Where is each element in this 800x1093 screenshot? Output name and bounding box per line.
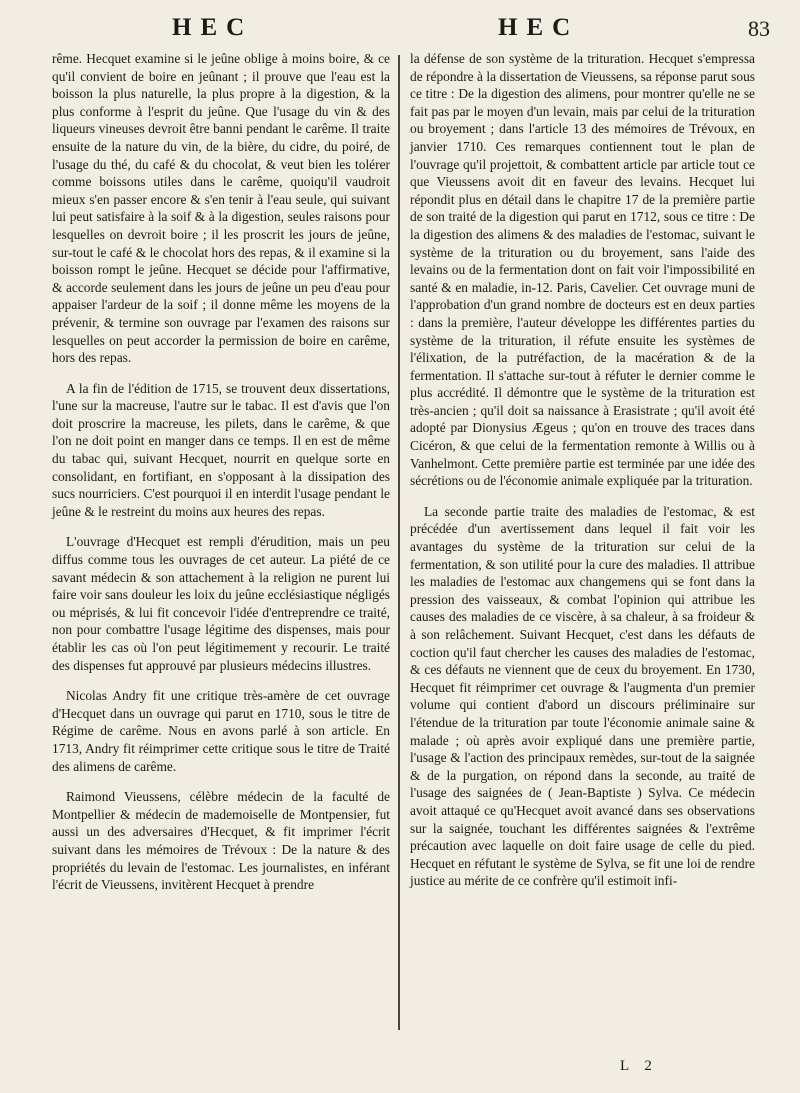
left-paragraph-1: rême. Hecquet examine si le jeûne oblige à moins boire, & ce qu'il convient de boire en jeûnant ; il prouve que l'eau est la boisson la plus naturelle, la plus propre à la digestion, & la plus conforme à l'esprit du jeûne. Que l'usage du vin & des liqueurs vineuses devroit être banni pendant le carême. Il traite ensuite de la nature du vin, de la bière, du cidre, du poiré, de l'usage du thé, du café & du chocolat, & veut bien les tolérer comme boissons utiles dans le carême, quoiqu'il vaudroit mieux s'en passer encore & s'en tenir à l'eau seule, qui suivant lui peut satisfaire à la soif & à la digestion, seules raisons pour lesquelles on devroit boire ; il les proscrit les jours de jeûne, sur-tout le café & le chocolat hors des repas, & il examine si la boisson rompt le jeûne. Hecquet se décide pour l'affirmative, & accorde seulement dans les jours de jeûne un peu d'eau pour appaiser l'ardeur de la soif ; il donne même les moyens de la prévenir, & termine son ouvrage par l'examen des raisons sur lesquelles on peut accorder la permission de boire en carême, hors des repas.	[52, 51, 390, 366]
left-column	[52, 50, 390, 907]
left-paragraph-3: L'ouvrage d'Hecquet est rempli d'érudition, mais un peu diffus comme tous les ouvrages de cet auteur. La piété de ce savant médecin & son attachement à la religion ne purent lui faire voir sans douleur les loix du jeûne ecclésiastique négligés ou méprisés, & lui fit concevoir l'idée d'entreprendre ce traité, non pour combattre l'usage légitime des dispenses, mais pour établir les cas où l'on peut légitimement y recourir. Le traité des dispenses fut approuvé par plusieurs médecins illustres.	[52, 534, 390, 673]
right-column	[410, 50, 755, 903]
left-paragraph-2: A la fin de l'édition de 1715, se trouvent deux dissertations, l'une sur la macreuse, l'autre sur le tabac. Il est d'avis que l'on doit proscrire la macreuse, les pilets, dans le carême, & que l'on ne doit point en manger dans ce temps. Il en est de même du tabac qui, suivant Hecquet, nourrit en quelque sorte en consolidant, en fortifiant, en s'opposant à la dissipation des sucs nourriciers. C'est pourquoi il en interdit l'usage pendant le jeûne & le restreint du moins aux heures des repas.	[52, 380, 390, 519]
left-paragraph-5: Raimond Vieussens, célèbre médecin de la faculté de Montpellier & médecin de mademoiselle de Montpensier, fut aussi un des adversaires d'Hecquet, & fit imprimer l'écrit suivant dans les mémoires de Trévoux : De la nature & des propriétés du levain de l'estomac. Les journalistes, en inférant l'écrit de Vieussens, invitèrent Hecquet à prendre	[52, 789, 390, 893]
running-head-right: HEC	[498, 14, 580, 41]
signature-mark: L 2	[620, 1058, 658, 1074]
page-number: 83	[748, 16, 770, 41]
right-paragraph-1: la défense de son système de la trituration. Hecquet s'empressa de répondre à la dissertation de Vieussens, sa réponse parut sous ce titre : De la digestion des alimens, pour montrer qu'elle ne se fait pas par le moyen d'un levain, mais par celui de la trituration ou broyement ; dans l'article 13 des mémoires de Trévoux, en janvier 1710. Ces remarques contiennent tout le plan de l'ouvrage qu'il projettoit, & combattent article par article tout ce que Vieussens avoit dit en faveur des levains. Hecquet lui répondit plus en détail dans le chapitre 17 de la première partie de son traité de la digestion qui parut en 1712, sous ce titre : De la digestion des alimens & des maladies de l'estomac, suivant le système de la trituration ou du broyement, sans l'aide des levains ou de la fermentation dont on fait voir l'impossibilité en santé & en maladie, in-12. Paris, Cavelier. Cet ouvrage muni de l'approbation d'un grand nombre de docteurs est en deux parties : dans la première, l'auteur développe les différentes parties du système de la trituration, il réfute ensuite les systèmes de l'élixation, de la putréfaction, de la macération & de la fermentation. Il s'attache sur-tout à réfuter le dernier comme le plus accrédité. Il démontre que le système de la trituration est très-ancien ; qu'il doit sa naissance à Erasistrate ; qu'il avoit été adopté par Dionysius Ægeus ; qu'on en trouve des traces dans Cicéron, & que celui de la fermentation remonte à Willis ou à Vanhelmont. Cette première partie est terminée par une idée des sécrétions ou de l'économie animale expliquée par la trituration.	[410, 51, 755, 489]
running-head-left: HEC	[172, 14, 254, 41]
left-paragraph-4: Nicolas Andry fit une critique très-amère de cet ouvrage d'Hecquet dans un ouvrage qui parut en 1710, sous le titre de Régime de carême. Nous en avons parlé à son article. En 1713, Andry fit réimprimer cette critique sous le titre de Traité des alimens de carême.	[52, 688, 390, 774]
right-paragraph-2: La seconde partie traite des maladies de l'estomac, & est précédée d'un avertissement dans lequel il fait voir les avantages du système de la trituration sur celui de la fermentation, & son utilité pour la cure des maladies. Il attribue les maladies de l'estomac aux changemens qui se font dans la pression des vaisseaux, & combat l'opinion qui attribue les causes des maladies de ce viscère, à sa chaleur, à sa froideur & à son relâchement. Suivant Hecquet, c'est dans les défauts de coction qu'il faut chercher les causes des maladies de l'estomac, & ces défauts ne viennent que de ceux du broyement. En 1730, Hecquet fit réimprimer cet ouvrage & l'augmenta d'un premier volume qui contient d'abord un discours préliminaire sur l'étendue de la trituration par toute l'économie animale saine & malade ; où après avoir expliqué dans une première partie, l'usage & l'action des principaux remèdes, sur-tout de la saignée & de la purgation, on répond dans la seconde, au traité de l'usage des saignées de ( Jean-Baptiste ) Sylva. Ce médecin avoit attaqué ce qu'Hecquet avoit avancé dans ses observations sur la saignée, touchant les différentes saignées & l'extrême précaution avec laquelle on doit faire usage de celle du pied. Hecquet en réfutant le système de Sylva, se fit une loi de rendre justice au mérite de ce confrère qu'il estimoit infi-	[410, 503, 755, 889]
column-divider	[398, 55, 400, 1030]
